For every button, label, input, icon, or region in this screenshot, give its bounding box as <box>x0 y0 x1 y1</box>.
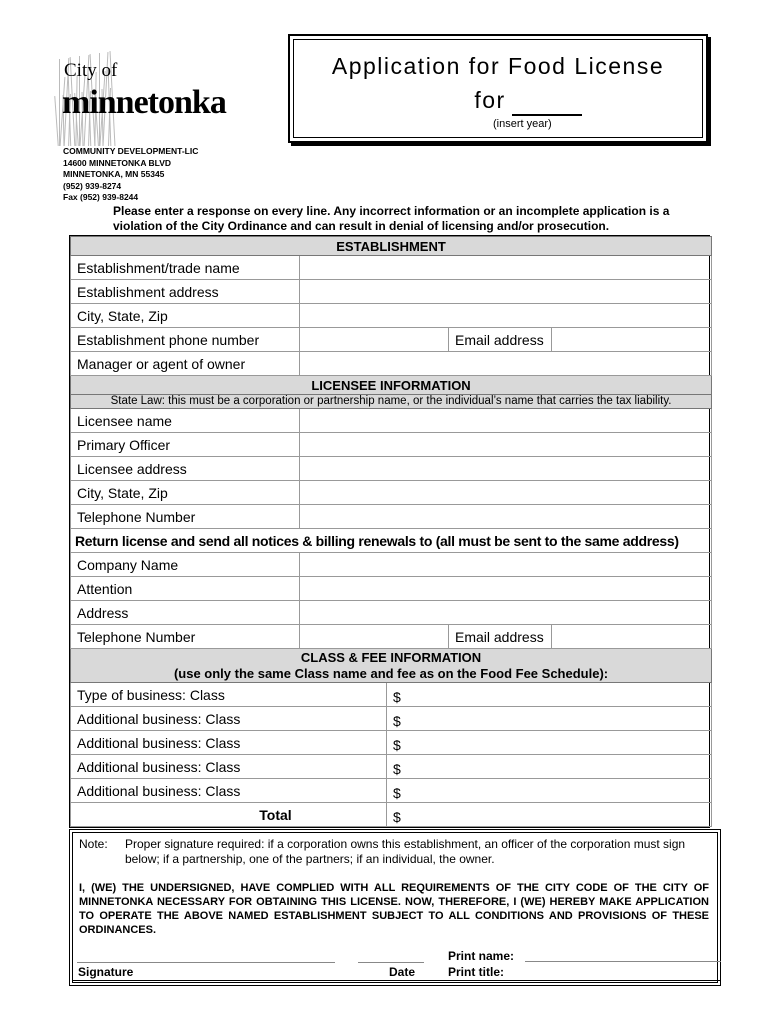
field-input[interactable] <box>300 481 712 505</box>
address-line: Fax (952) 939-8244 <box>63 192 139 202</box>
declaration: I, (WE) THE UNDERSIGNED, HAVE COMPLIED WITH ALL REQUIREMENTS OF THE CITY CODE OF THE CITY OF MINNETONKA NECESSARY FOR OBTAINING THIS LICENSE. NOW, THEREFORE, I (WE) HEREBY MAKE APPLICATION TO OPERATE THE ABOVE NAMED ESTABLISHMENT SUBJECT TO ALL CONDITIONS AND PROVISIONS OF THESE ORDINANCES. <box>79 882 709 936</box>
form-row <box>71 625 712 649</box>
signature-section <box>69 829 721 986</box>
class-label: Additional business: Class <box>71 731 387 755</box>
print-name-label: Print name: <box>448 949 515 963</box>
field-label: Telephone Number <box>71 505 300 529</box>
field-label: City, State, Zip <box>71 481 300 505</box>
total-label: Total <box>71 803 387 827</box>
print-title-label: Print title: <box>448 965 504 979</box>
field-input[interactable] <box>300 553 712 577</box>
date-line[interactable] <box>358 962 424 963</box>
form-title-year <box>290 86 706 116</box>
form-row <box>71 304 712 328</box>
form-row <box>71 481 712 505</box>
form-row <box>71 683 712 707</box>
field-label: Attention <box>71 577 300 601</box>
field-input[interactable] <box>300 304 712 328</box>
address-line: COMMUNITY DEVELOPMENT-LIC <box>63 146 199 156</box>
field-label: Licensee name <box>71 409 300 433</box>
field-label: Establishment/trade name <box>71 256 300 280</box>
field-input[interactable] <box>300 601 712 625</box>
for-label: for <box>474 87 506 113</box>
address-line: 14600 MINNETONKA BLVD <box>63 157 172 168</box>
form-row <box>71 409 712 433</box>
field-label: Telephone Number <box>71 625 300 649</box>
date-label: Date <box>389 965 416 979</box>
field-label: Company Name <box>71 553 300 577</box>
field-label: City, State, Zip <box>71 304 300 328</box>
field-label: Establishment address <box>71 280 300 304</box>
form-row <box>71 505 712 529</box>
note <box>79 837 715 867</box>
email-input[interactable] <box>552 625 712 649</box>
field-input[interactable] <box>300 352 712 376</box>
form-row <box>71 352 712 376</box>
form-row <box>71 529 712 553</box>
section-subtitle: State Law: this must be a corporation or partnership name, or the individual’s name that carries the tax liability. <box>71 395 712 409</box>
note-text: Proper signature required: if a corporation owns this establishment, an officer of the corporation must sign below; if a partnership, one of the partners; if an individual, the owner. <box>125 837 686 866</box>
total-input[interactable]: $ <box>387 803 712 827</box>
form-row <box>71 577 712 601</box>
address-block <box>63 146 198 204</box>
email-label: Email address <box>449 625 552 649</box>
field-label: Primary Officer <box>71 433 300 457</box>
field-input[interactable] <box>300 625 449 649</box>
form-title: Application for Food License <box>331 53 665 79</box>
fee-input[interactable]: $ <box>387 707 712 731</box>
field-input[interactable] <box>300 457 712 481</box>
form-row <box>71 731 712 755</box>
form-row <box>71 280 712 304</box>
form-row <box>71 395 712 409</box>
form-row <box>71 803 712 827</box>
section-header-line: (use only the same Class name and fee as on the Food Fee Schedule): <box>173 665 609 681</box>
form-row <box>71 707 712 731</box>
field-input[interactable] <box>300 280 712 304</box>
fee-input[interactable]: $ <box>387 683 712 707</box>
field-input[interactable] <box>300 577 712 601</box>
form-row <box>71 376 712 395</box>
logo-city-name: minnetonka <box>62 84 226 121</box>
year-blank[interactable] <box>512 86 582 116</box>
field-label: Manager or agent of owner <box>71 352 300 376</box>
fee-input[interactable]: $ <box>387 731 712 755</box>
form-row <box>71 328 712 352</box>
fee-input[interactable]: $ <box>387 779 712 803</box>
field-label: Address <box>71 601 300 625</box>
field-input[interactable] <box>300 409 712 433</box>
form-row <box>71 553 712 577</box>
field-input[interactable] <box>300 256 712 280</box>
form-row <box>71 457 712 481</box>
instructions: Please enter a response on every line. Any incorrect information or an incomplete application is a violation of the City Ordinance and can result in denial of licensing and/or prosecution. <box>113 204 670 233</box>
note-label: Note: <box>79 837 108 851</box>
form-row <box>71 433 712 457</box>
form-row <box>71 755 712 779</box>
mailing-instruction: Return license and send all notices & billing renewals to (all must be sent to the same address) <box>71 529 712 553</box>
address-line: MINNETONKA, MN 55345 <box>63 169 165 179</box>
email-label: Email address <box>449 328 552 352</box>
section-header: LICENSEE INFORMATION <box>71 376 712 395</box>
insert-year-hint: (insert year) <box>493 118 552 130</box>
form-row <box>71 237 712 256</box>
title-box <box>288 34 708 143</box>
logo-city-of: City of <box>64 60 118 81</box>
section-header <box>71 649 712 683</box>
field-label: Establishment phone number <box>71 328 300 352</box>
signature-label: Signature <box>78 965 134 979</box>
class-label: Additional business: Class <box>71 707 387 731</box>
form-row <box>71 601 712 625</box>
form-row <box>71 649 712 683</box>
print-name-line[interactable] <box>525 961 721 962</box>
class-label: Type of business: Class <box>71 683 387 707</box>
form-row <box>71 256 712 280</box>
field-input[interactable] <box>300 505 712 529</box>
form-row <box>71 779 712 803</box>
email-input[interactable] <box>552 328 712 352</box>
field-input[interactable] <box>300 433 712 457</box>
class-label: Additional business: Class <box>71 755 387 779</box>
field-input[interactable] <box>300 328 449 352</box>
signature-line[interactable] <box>77 962 335 963</box>
field-label: Licensee address <box>71 457 300 481</box>
address-line: (952) 939-8274 <box>63 180 122 191</box>
fee-input[interactable]: $ <box>387 755 712 779</box>
class-label: Additional business: Class <box>71 779 387 803</box>
grass-stroke <box>54 96 58 146</box>
section-header-line: CLASS & FEE INFORMATION <box>300 649 482 665</box>
application-form <box>69 235 710 828</box>
section-header: ESTABLISHMENT <box>71 237 712 256</box>
divider <box>73 980 721 981</box>
